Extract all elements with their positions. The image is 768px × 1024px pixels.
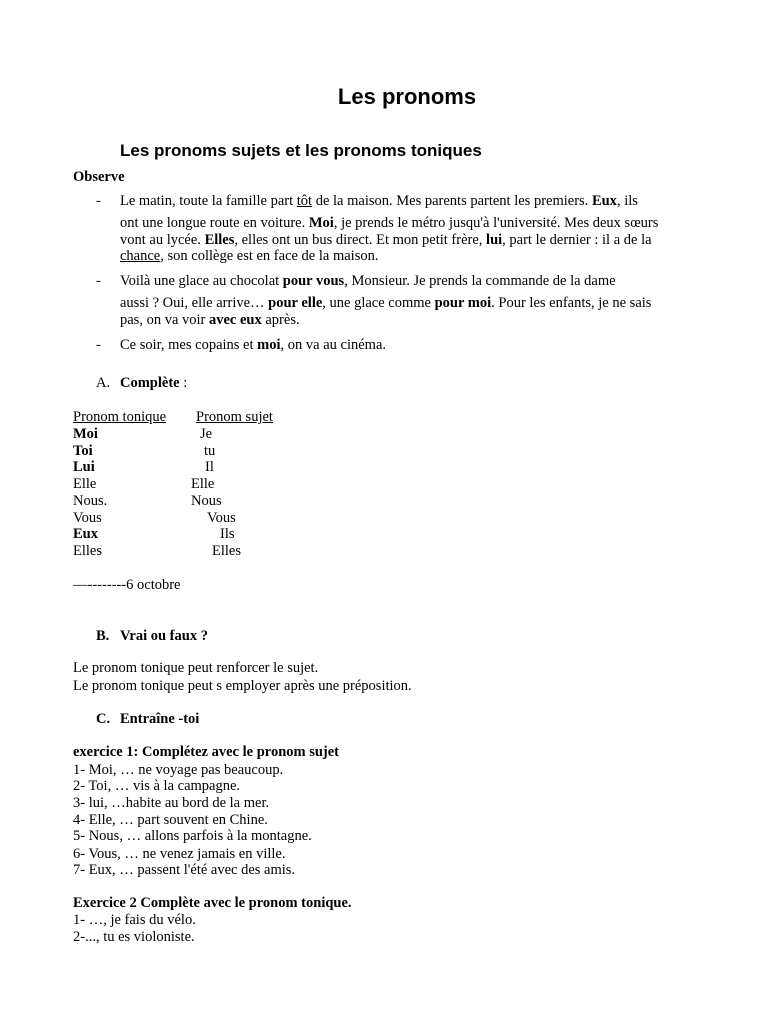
exercise-item: 1- Moi, … ne voyage pas beaucoup. xyxy=(73,762,284,778)
exercise-item: 4- Elle, … part souvent en Chine. xyxy=(73,812,268,828)
table-cell-sujet: tu xyxy=(204,443,216,459)
paragraph-line: vont au lycée. Elles, elles ont un bus direct. Et mon petit frère, lui, part le dernier : il a de la xyxy=(120,232,652,248)
exercise-item: 5- Nous, … allons parfois à la montagne. xyxy=(73,828,312,844)
bullet-dash: - xyxy=(96,273,101,289)
paragraph-line: pas, on va voir avec eux après. xyxy=(120,312,300,328)
exercise-item: 7- Eux, … passent l'été avec des amis. xyxy=(73,862,296,878)
exercise-item: 1- …, je fais du vélo. xyxy=(73,912,196,928)
section-a-heading: Complète : xyxy=(120,375,188,391)
paragraph-line: Ce soir, mes copains et moi, on va au cinéma. xyxy=(120,337,387,353)
section-b-letter: B. xyxy=(96,628,110,644)
table-cell-sujet: Vous xyxy=(207,510,236,526)
exercise-item: 3- lui, …habite au bord de la mer. xyxy=(73,795,270,811)
section-b-heading: Vrai ou faux ? xyxy=(120,628,208,644)
vrai-faux-statement: Le pronom tonique peut s employer après une préposition. xyxy=(73,678,412,694)
exercise-item: 6- Vous, … ne venez jamais en ville. xyxy=(73,846,286,862)
table-header-tonique: Pronom tonique xyxy=(73,409,167,425)
bullet-dash: - xyxy=(96,337,101,353)
bullet-dash: - xyxy=(96,193,101,209)
table-cell-sujet: Ils xyxy=(220,526,235,542)
table-cell-sujet: Il xyxy=(205,459,214,475)
exercise-2-title: Exercice 2 Complète avec le pronom tonique. xyxy=(73,895,352,911)
table-cell-sujet: Elles xyxy=(212,543,241,559)
table-cell-tonique: Vous xyxy=(73,510,102,526)
table-cell-tonique: Elles xyxy=(73,543,102,559)
section-c-heading: Entraîne -toi xyxy=(120,711,200,727)
table-cell-sujet: Je xyxy=(200,426,213,442)
table-cell-tonique: Lui xyxy=(73,459,95,475)
paragraph-line: ont une longue route en voiture. Moi, je prends le métro jusqu'à l'université. Mes deux sœurs xyxy=(120,215,659,231)
exercise-item: 2- Toi, … vis à la campagne. xyxy=(73,778,241,794)
date-line: —--------6 octobre xyxy=(73,577,181,593)
exercise-item: 2-..., tu es violoniste. xyxy=(73,929,195,945)
section-subtitle: Les pronoms sujets et les pronoms toniques xyxy=(120,141,482,160)
observe-label: Observe xyxy=(73,169,125,185)
section-a-letter: A. xyxy=(96,375,111,391)
paragraph-line: Le matin, toute la famille part tôt de la maison. Mes parents partent les premiers. Eux, ils xyxy=(120,193,638,209)
exercise-1-title: exercice 1: Complétez avec le pronom sujet xyxy=(73,744,340,760)
paragraph-line: aussi ? Oui, elle arrive… pour elle, une glace comme pour moi. Pour les enfants, je ne sais xyxy=(120,295,652,311)
section-c-letter: C. xyxy=(96,711,111,727)
table-cell-tonique: Eux xyxy=(73,526,98,542)
vrai-faux-statement: Le pronom tonique peut renforcer le sujet. xyxy=(73,660,319,676)
paragraph-line: Voilà une glace au chocolat pour vous, Monsieur. Je prends la commande de la dame xyxy=(120,273,616,289)
table-cell-sujet: Elle xyxy=(191,476,215,492)
table-header-sujet: Pronom sujet xyxy=(196,409,273,425)
table-cell-tonique: Moi xyxy=(73,426,98,442)
table-cell-sujet: Nous xyxy=(191,493,222,509)
table-cell-tonique: Elle xyxy=(73,476,97,492)
page-title: Les pronoms xyxy=(337,84,477,109)
table-cell-tonique: Toi xyxy=(73,443,93,459)
paragraph-line: chance, son collège est en face de la maison. xyxy=(120,248,379,264)
table-cell-tonique: Nous. xyxy=(73,493,108,509)
